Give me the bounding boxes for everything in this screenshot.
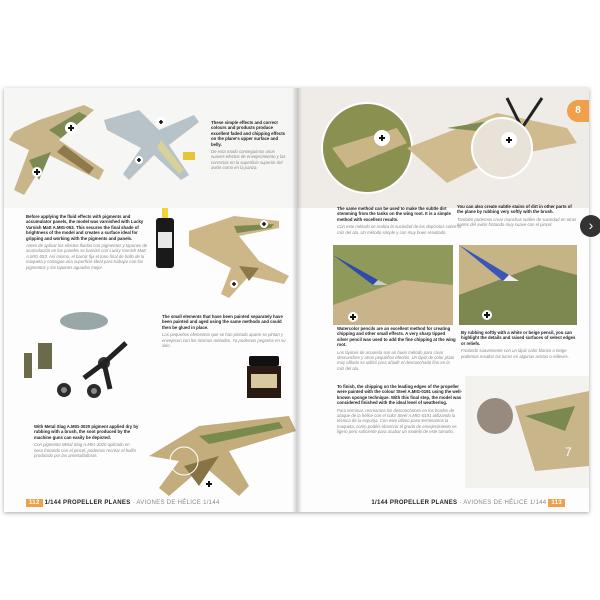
left-footer: [26, 500, 220, 506]
right-footer-sub: · AVIONES DE HÉLICE 1/144: [459, 500, 547, 506]
left-footer-sub: · AVIONES DE HÉLICE 1/144: [132, 500, 220, 506]
left-text-2: Before applying the fluid effects with pigments and accumulator panels, the model was varnished with Lucky Varnish Matt A.MIG-053. This secures the final shade of brightness of the model and creates a surface ideal for gripping and working with the pigments and panels. Antes de aplicar los efectos fluidos con pigmentos y tapones de acumulación en los paneles se barnizó con Lucky Varnish Matt A.MIG-053. Así mismo, el barniz fija el tono final de brillo de la maqueta y consigue una superficie ideal para trabajar con los pigmentos y los tapones aguados mejor.: [26, 214, 148, 270]
svg-text:7: 7: [565, 445, 572, 459]
svg-text:7: 7: [269, 443, 275, 454]
right-footer-title: 1/144 PROPELLER PLANES: [371, 500, 458, 506]
left-text-3: The small elements that have been painted separately have been painted and aged using the same methods and could then be glued in place. Los pequeños elementos que se han pintado aparte se pintan y envejecen con los mismos métodos. Ya podemos pegarlos en su sitio.: [162, 314, 286, 349]
right-top-photos: [297, 88, 589, 208]
right-footer: [371, 500, 565, 506]
bottom-plane-photo: [139, 356, 296, 506]
left-page-number: 112: [26, 499, 43, 507]
propeller-photo: [465, 376, 589, 488]
right-page: [297, 88, 589, 512]
right-text-2: You can also create subtle stains of dirt in other parts of the plane by rubbing very softly with the brush. También podemos crear manchas sutiles de suciedad en otras partes del avión frotando muy suave con el pincel.: [457, 204, 577, 228]
chapter-tab: 8: [567, 100, 589, 122]
right-text-4: By rubbing softly with a white or beige pencil, you can highlight the details and raised surfaces of select edges or reliefs. Frotando suavemente con un lápiz color blanco o beige podemos resaltar las luces en algunas aristas o relieves.: [461, 330, 576, 359]
page-gutter: [292, 88, 302, 512]
right-text-1: The same method can be used to make the subtle dirt stemming from the tanks on the wing root. It is a simple method with excellent results. Con este método se realiza la suciedad de los depósitos sobre la raíz del ala. Un método simple y con muy buen resultado.: [337, 206, 461, 235]
next-page-button[interactable]: [580, 215, 600, 237]
camo-plane-photo-2: [189, 216, 289, 298]
right-page-number: 113: [548, 499, 565, 507]
pigment-bottle-photo: [156, 208, 174, 268]
left-text-1: These simple effects and correct colours and products produce excellent faded and chipping effects on the plane's upper surface and belly. De esta modo conseguimos unos suaves efectos de envejecimiento y las correctas en la superficie superior del avión como en la panza.: [211, 120, 286, 171]
chevron-right-icon: ›: [588, 217, 594, 233]
pencil-photo-1: [333, 245, 453, 325]
pencil-photo-2: [459, 245, 577, 325]
right-text-3: Watercolor pencils are an excellent method for creating chipping and other small effects. A very sharp tipped silver pencil was used to add the fine chipping at the wing root. Los lápices de acuarela son un buen método para crear desconches y otros pequeños efectos. Un lápiz de color plata muy afilado se utilizó para añadir el desconchado fino en la raíz del ala.: [337, 326, 456, 371]
magazine-spread: [4, 88, 589, 512]
small-parts-photo: [14, 303, 144, 403]
left-page: [4, 88, 296, 512]
left-text-4: With Metal Slag A.MIG-3020 pigment applied dry by rubbing with a brush, the soot produced by the machine guns can easily be depicted. Con pigmento Metal Slag A.MIG-3020 aplicado en seco frotando con el pincel, podemos recrear el hollín producido por las ametralladoras.: [34, 424, 139, 459]
left-footer-title: 1/144 PROPELLER PLANES: [44, 500, 131, 506]
right-text-5: To finish, the chipping on the leading edges of the propeller were painted with the colour Steel A.MIG-0191 using the well-known sponge technique. With this final step, the model was considered finished with the ideal level of weathering. Para terminar, recreamos los desconchones en los bordes de ataque de la hélice con el color Steel A.MIG-0191 utilizando la técnica de la esponja. Con este último paso terminamos la maqueta, como podéis observar el grado de envejecimiento es ligero pero suficiente para acabar un modelo de este tamaño.: [337, 384, 462, 435]
